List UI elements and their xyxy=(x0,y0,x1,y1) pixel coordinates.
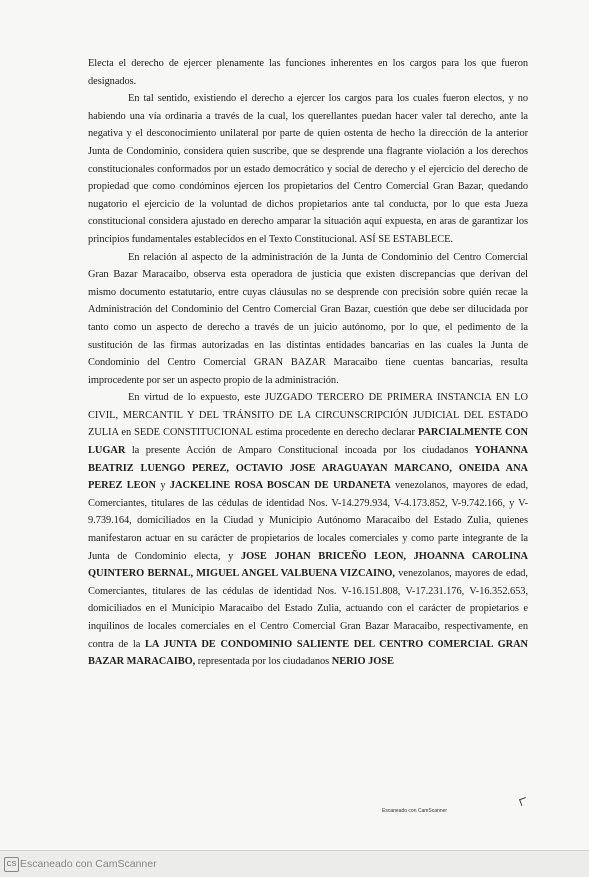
document-body xyxy=(88,55,528,671)
camscanner-logo-icon: CS xyxy=(4,857,19,872)
plaintiff-names-1: YOHANNA BEATRIZ LUENGO PEREZ, OCTAVIO JOSE ARAGUAYAN MARCANO, ONEIDA ANA PEREZ LEON xyxy=(88,445,528,492)
paragraph-analysis: En tal sentido, existiendo el derecho a ejercer los cargos para los cuales fueron electos, y no habiendo una vía ordinaria a través de la cual, los querellantes puedan hacer valer tal derecho, ante la negativa y el desconocimiento unilateral por parte de quien ostenta de hecho la dirección de la anterior Junta de Condominio, considera quien suscribe, que se desprende una flagrante violación a los derechos constitucionales conformados por un estado democrático y social de derecho y el ejercicio del derecho de propiedad que como condóminos ejercen los propietarios del Centro Comercial Gran Bazar, quedando nugatorio el ejercicio de la voluntad de dichos propietarios ante tal conducta, por lo que esta Jueza constitucional considera ajustado en derecho amparar la situación aquí expuesta, en aras de garantizar los principios fundamentales establecidos en el Texto Constitucional. ASÍ SE ESTABLECE. xyxy=(88,93,528,245)
scanner-footer-bar xyxy=(0,850,589,877)
paragraph-continuation: Electa el derecho de ejercer plenamente las funciones inherentes en los cargos para los que fueron designados. xyxy=(88,58,528,87)
scanner-footer-text: Escaneado con CamScanner xyxy=(20,858,157,870)
representative-name: NERIO JOSE xyxy=(331,656,394,668)
paragraph-administration: En relación al aspecto de la administración de la Junta de Condominio del Centro Comercial Gran Bazar Maracaibo, observa esta operadora de justicia que existen discrepancias que derivan del mismo documento estatutario, entre cuyas cláusulas no se desprende con precisión sobre quién recae la Administración del Condominio del Centro Comercial Gran Bazar, cuestión que debe ser dilucidada por tanto como un aspecto de derecho a través de un juicio autónomo, por lo que, el pedimento de la sustitución de las firmas autorizadas en las distintas entidades bancarias en las cuales la Junta de Condominio del Centro Comercial GRAN BAZAR Maracaibo tiene cuentas bancarias, resulta improcedente por ser un aspecto propio de la administración. xyxy=(88,251,528,386)
establishment-clause: ASÍ SE ESTABLECE. xyxy=(359,233,453,245)
page-corner-mark xyxy=(519,797,528,806)
scanner-watermark: Escaneado con CamScanner xyxy=(382,808,448,814)
defendant-name: LA JUNTA DE CONDOMINIO SALIENTE DEL CENTRO COMERCIAL GRAN BAZAR MARACAIBO, xyxy=(88,638,528,668)
plaintiff-names-2: JACKELINE ROSA BOSCAN DE URDANETA xyxy=(169,480,391,492)
ruling-verdict: PARCIALMENTE CON LUGAR xyxy=(88,427,528,457)
plaintiff-names-3: JOSE JOHAN BRICEÑO LEON, JHOANNA CAROLINA QUINTERO BERNAL, MIGUEL ANGEL VALBUENA VIZCAINO, xyxy=(88,550,528,580)
paragraph-ruling: En virtud de lo expuesto, este JUZGADO TERCERO DE PRIMERA INSTANCIA EN LO CIVIL, MERCANTIL Y DEL TRÁNSITO DE LA CIRCUNSCRIPCIÓN JUDICIAL DEL ESTADO ZULIA en SEDE CONSTITUCIONAL estima procedente en derecho declarar PARCIALMENTE CON LUGAR la presente Acción de Amparo Constitucional incoada por los ciudadanos YOHANNA BEATRIZ LUENGO PEREZ, OCTAVIO JOSE ARAGUAYAN MARCANO, ONEIDA ANA PEREZ LEON y JACKELINE ROSA BOSCAN DE URDANETA venezolanos, mayores de edad, Comerciantes, titulares de las cédulas de identidad Nos. V-14.279.934, V-4.173.852, V-9.742.166, y V-9.739.164, domiciliados en la Ciudad y Municipio Autónomo Maracaibo del Estado Zulia, quienes manifestaron actuar en su carácter de propietarios de locales comerciales y como parte integrante de la Junta de Condominio electa, y JOSE JOHAN BRICEÑO LEON, JHOANNA CAROLINA QUINTERO BERNAL, MIGUEL ANGEL VALBUENA VIZCAINO, venezolanos, mayores de edad, Comerciantes, titulares de las cédulas de identidad Nos. V-16.151.808, V-17.231.176, V-16.352.653, domiciliados en el Municipio Maracaibo del Estado Zulia, actuando con el carácter de propietarios e inquilinos de locales comerciales en el Centro Comercial Gran Bazar Maracaibo, respectivamente, en contra de la LA JUNTA DE CONDOMINIO SALIENTE DEL CENTRO COMERCIAL GRAN BAZAR MARACAIBO, representada por los ciudadanos NERIO JOSE xyxy=(88,392,528,668)
